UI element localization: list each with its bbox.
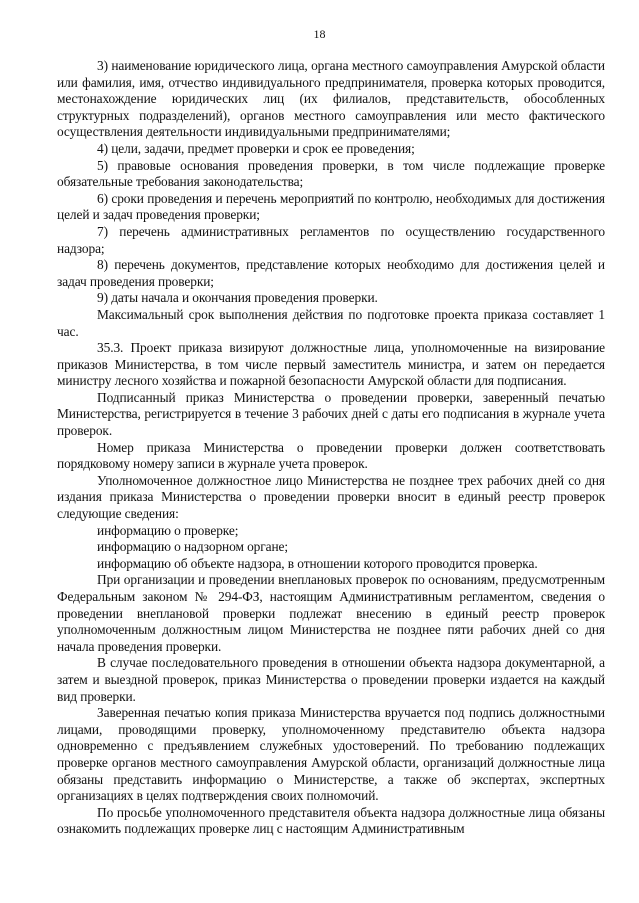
paragraph-item-8: 8) перечень документов, представление которых необходимо для достижения целей и задач проведения проверки; xyxy=(57,257,605,289)
paragraph-item-9: 9) даты начала и окончания проведения проверки. xyxy=(97,290,378,306)
paragraph-item-6: 6) сроки проведения и перечень мероприятий по контролю, необходимых для достижения целей и задач проведения проверки; xyxy=(57,190,605,223)
paragraph-order-number: Номер приказа Министерства о проведении проверки должен соответствовать порядковому номеру записи в журнале учета проверок. xyxy=(57,439,605,472)
paragraph-sequential: В случае последовательного проведения в отношении объекта надзора документарной, а затем и выездной проверок, приказ Министерства о проведении проверки издается на каждый вид проверки. xyxy=(57,655,605,704)
paragraph-item-7: 7) перечень административных регламентов по осуществлению государственного надзора; xyxy=(57,223,605,256)
paragraph-signed-order: Подписанный приказ Министерства о проведении проверки, заверенный печатью Министерства, регистрируется в течение 3 рабочих дней с даты его подписания в журнале учета проверок. xyxy=(57,389,605,439)
document-body xyxy=(57,58,605,838)
paragraph-unscheduled: При организации и проведении внеплановых проверок по основаниям, предусмотренным Федеральным законом № 294-ФЗ, настоящим Административным регламентом, сведения о проведении внеплановой проверки подлежат внесению в единый реестр проверок уполномоченным должностным лицом Министерства не позднее пяти рабочих дней со дня начала проведения проверки. xyxy=(57,572,605,654)
paragraph-item-3: 3) наименование юридического лица, органа местного самоуправления Амурской области или фамилия, имя, отчество индивидуального предпринимателя, проверка которых проводится, местонахождение юридических лиц (их филиалов, представительств, обособленных структурных подразделений), органов местного самоуправления или место фактического осуществления деятельности индивидуальными предпринимателями; xyxy=(57,58,605,140)
paragraph-35-3: 35.3. Проект приказа визируют должностные лица, уполномоченные на визирование приказов Министерства, в том числе первый заместитель министра, и затем он передается министру лесного хозяйства и пожарной безопасности Амурской области для подписания. xyxy=(57,340,605,389)
paragraph-max-duration: Максимальный срок выполнения действия по подготовке проекта приказа составляет 1 час. xyxy=(57,306,605,339)
page-number: 18 xyxy=(313,27,326,41)
paragraph-item-5: 5) правовые основания проведения проверки, в том числе подлежащие проверке обязательные требования законодательства; xyxy=(57,157,605,190)
registry-item-object: информацию об объекте надзора, в отношении которого проводится проверка. xyxy=(97,555,538,571)
paragraph-familiarization: По просьбе уполномоченного представителя объекта надзора должностные лица обязаны ознакомить подлежащих проверке лиц с настоящим Административным xyxy=(57,804,605,837)
registry-item-authority: информацию о надзорном органе; xyxy=(97,539,289,555)
paragraph-item-4: 4) цели, задачи, предмет проверки и срок ее проведения; xyxy=(97,140,415,156)
paragraph-certified-copy: Заверенная печатью копия приказа Министерства вручается под подпись должностными лицами, проводящими проверку, уполномоченному представителю объекта надзора одновременно с предъявлением служебных удостоверений. По требованию подлежащих проверке органов местного самоуправления Амурской области, организаций должностные лица обязаны представить информацию о Министерстве, а также об экспертах, экспертных организациях в целях подтверждения своих полномочий. xyxy=(57,705,605,804)
registry-item-inspection: информацию о проверке; xyxy=(97,522,239,538)
paragraph-registry-entry: Уполномоченное должностное лицо Министерства не позднее трех рабочих дней со дня издания приказа Министерства о проведении проверки вносит в единый реестр проверок следующие сведения: xyxy=(57,472,605,522)
